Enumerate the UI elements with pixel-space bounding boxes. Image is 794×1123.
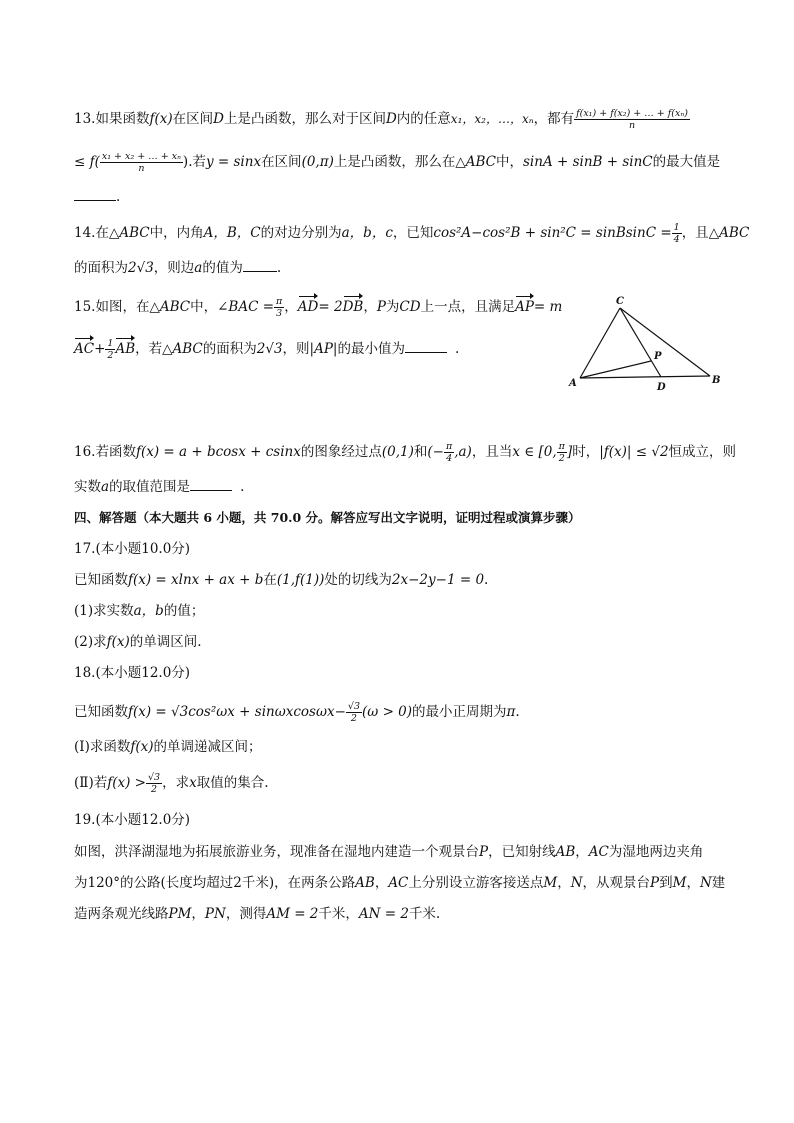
math: 2√3 xyxy=(128,260,154,276)
text: 造两条观光线路 xyxy=(74,906,169,922)
fraction xyxy=(346,701,362,724)
fraction xyxy=(105,338,115,361)
text: ， xyxy=(686,875,700,891)
text: ).若 xyxy=(182,154,206,170)
frac-num: 1 xyxy=(673,222,680,233)
q18-part-2 xyxy=(74,772,724,795)
math: AC xyxy=(388,875,409,891)
q18-part-1 xyxy=(74,738,724,756)
math: 2√3 xyxy=(256,341,283,357)
math: (ω > 0) xyxy=(362,704,413,720)
text: 上是凸函数，那么在 xyxy=(333,154,456,170)
answer-blank xyxy=(190,478,232,491)
q14-line-2 xyxy=(74,259,724,277)
text: 中， xyxy=(190,299,218,315)
text: 14.在 xyxy=(74,225,109,241)
math: |AP| xyxy=(309,341,338,357)
math: x xyxy=(189,775,197,791)
text: 16.若函数 xyxy=(74,444,136,460)
math: △ABC xyxy=(708,225,750,241)
math: M xyxy=(543,875,558,891)
text: 上一点，且满足 xyxy=(420,299,516,315)
label-a: A xyxy=(569,378,577,389)
q19-header: 19.(本小题12.0分) xyxy=(74,812,191,828)
frac-num: √3 xyxy=(147,772,161,783)
math: △ABC xyxy=(162,341,203,357)
answer-blank xyxy=(243,259,277,272)
math: (0,π) xyxy=(301,154,334,170)
text: 在区间 xyxy=(172,111,214,127)
text: (2)求 xyxy=(74,634,107,650)
frac-den: 2 xyxy=(558,453,565,464)
text: 的最小正周期为 xyxy=(412,704,507,720)
frac-den: 4 xyxy=(673,234,680,245)
section-heading: 四、解答题（本大题共 6 小题，共 70.0 分。解答应写出文字说明，证明过程或演算步骤） xyxy=(74,510,581,525)
frac-num: f(x₁) + f(x₂) + … + f(xₙ) xyxy=(576,108,688,119)
frac-den: 4 xyxy=(446,453,453,464)
text: ，则 xyxy=(282,341,310,357)
math: (0,1) xyxy=(381,444,414,460)
fraction xyxy=(146,772,162,795)
vector-ac: AC xyxy=(74,341,95,357)
q13-line-3 xyxy=(74,188,724,206)
frac-num: π xyxy=(445,441,453,452)
label-d: D xyxy=(657,382,666,392)
q16-line-1 xyxy=(74,441,737,464)
text: 和 xyxy=(413,444,428,460)
text: ，已知射线 xyxy=(488,844,556,860)
math: AB xyxy=(555,844,576,860)
vector-ab: AB xyxy=(115,341,136,357)
text: 建 xyxy=(711,875,726,891)
text: 的单调区间. xyxy=(129,634,202,650)
math: △ABC xyxy=(455,154,496,170)
q15-line-2 xyxy=(74,338,554,361)
frac-den: n xyxy=(138,163,145,174)
math: + xyxy=(94,341,106,357)
math: AC xyxy=(588,844,609,860)
math-D2: D xyxy=(385,111,397,127)
fraction xyxy=(274,296,284,319)
q18-line-1 xyxy=(74,701,724,724)
text: . xyxy=(276,260,282,276)
frac-num: √3 xyxy=(347,701,360,712)
text: 在 xyxy=(263,572,277,588)
frac-num: π xyxy=(558,441,565,452)
math-D: D xyxy=(213,111,224,127)
math: AN = 2 xyxy=(358,906,409,922)
text: 的面积为 xyxy=(74,260,128,276)
edge-ab xyxy=(580,376,710,378)
frac-num: π xyxy=(276,296,283,307)
math: = m xyxy=(533,299,563,315)
math-vars: x₁，x₂，…，xₙ xyxy=(450,112,534,126)
frac-den: 2 xyxy=(350,713,357,724)
math: x ∈ [0, xyxy=(512,444,557,460)
fraction xyxy=(444,441,454,464)
math-fx: f(x) xyxy=(149,111,173,127)
math: f(x) xyxy=(130,739,154,755)
math: ] xyxy=(566,444,573,460)
text: . xyxy=(454,341,460,357)
math: f(x) xyxy=(106,634,130,650)
text: 的对边分别为 xyxy=(260,225,342,241)
math: ≤ f( xyxy=(74,154,100,170)
math: f(x) > xyxy=(107,775,146,791)
text: 15.如图，在 xyxy=(74,299,150,315)
math: ∠BAC = xyxy=(217,299,275,315)
text: ，求 xyxy=(162,775,190,791)
text: ，且 xyxy=(681,225,709,241)
math: △ABC xyxy=(108,225,150,241)
text: 取值的集合. xyxy=(196,775,269,791)
text: . xyxy=(116,189,121,205)
text: . xyxy=(484,572,489,588)
text: 到 xyxy=(659,875,673,891)
fraction xyxy=(100,151,183,174)
math: y = sinx xyxy=(205,154,262,170)
text: ，则边 xyxy=(153,260,195,276)
text: 中，内角 xyxy=(149,225,204,241)
math: f(x) = xlnx + ax + b xyxy=(128,572,264,588)
segment-ap xyxy=(580,361,651,378)
math: M xyxy=(672,875,687,891)
frac-den: 2 xyxy=(151,784,158,795)
text: 在区间 xyxy=(261,154,302,170)
text: 的最大值是 xyxy=(652,154,721,170)
text: . xyxy=(515,704,520,720)
text: ，已知 xyxy=(392,225,434,241)
text: 上是凸函数，那么对于区间 xyxy=(223,111,386,127)
math: N xyxy=(570,875,583,891)
triangle-figure xyxy=(560,292,730,392)
frac-den: n xyxy=(628,120,636,131)
label-p: P xyxy=(654,351,662,362)
text: 已知函数 xyxy=(74,704,128,720)
math: a，b，c xyxy=(341,225,393,241)
frac-den: 2 xyxy=(107,350,114,361)
label-c: C xyxy=(616,296,624,307)
text: 的值； xyxy=(163,603,205,619)
math: AB xyxy=(355,875,375,891)
text: 为湿地两边夹角 xyxy=(608,844,704,860)
q19-line-3 xyxy=(74,905,724,923)
text: 的单调递减区间； xyxy=(153,739,262,755)
math: P xyxy=(376,299,386,315)
math: (− xyxy=(427,444,444,460)
text: ， xyxy=(363,299,377,315)
text: ， xyxy=(575,844,589,860)
text: 上分别设立游客接送点 xyxy=(408,875,544,891)
text: 处的切线为 xyxy=(324,572,392,588)
text: (Ⅰ)求函数 xyxy=(74,739,131,755)
math: π xyxy=(506,704,516,720)
math: CD xyxy=(399,299,421,315)
q17-part-2 xyxy=(74,633,724,651)
text: ，都有 xyxy=(533,111,575,127)
text: 为120°的公路(长度均超过2千米)，在两条公路 xyxy=(74,875,356,891)
text: 的面积为 xyxy=(202,341,257,357)
math: PM xyxy=(168,906,192,922)
math: A，B，C xyxy=(203,225,261,241)
text: 内的任意 xyxy=(396,111,451,127)
fraction xyxy=(574,108,690,131)
text: . xyxy=(240,479,245,495)
answer-blank xyxy=(405,340,447,353)
vector-db: DB xyxy=(342,299,364,315)
text: 千米. xyxy=(408,906,441,922)
q13-line-2 xyxy=(74,151,724,174)
text: 千米， xyxy=(318,906,359,922)
q17-line-1 xyxy=(74,571,724,589)
edge-ac xyxy=(580,308,620,378)
text: 为 xyxy=(385,299,400,315)
text: ， xyxy=(374,875,389,891)
frac-den: 3 xyxy=(276,308,283,319)
text: 13.如果函数 xyxy=(74,111,150,127)
text: 的取值范围是 xyxy=(109,479,191,495)
math: sinA + sinB + sinC xyxy=(523,154,653,170)
text: (1)求实数 xyxy=(74,603,134,619)
q19-line-2 xyxy=(74,874,724,892)
text: ， xyxy=(191,906,205,922)
q14-line-1 xyxy=(74,222,750,245)
text: 的图象经过点 xyxy=(300,444,382,460)
math: a，b xyxy=(133,603,164,619)
fraction xyxy=(672,222,682,245)
text: 恒成立，则 xyxy=(668,444,737,460)
math: (1,f(1)) xyxy=(276,572,325,588)
math: △ABC xyxy=(149,299,191,315)
text: 实数 xyxy=(74,479,101,495)
text: ，测得 xyxy=(225,906,267,922)
q13-line-1 xyxy=(74,108,724,131)
math: P xyxy=(650,875,660,891)
frac-num: 1 xyxy=(107,338,114,349)
text: ，从观景台 xyxy=(582,875,651,891)
math: PN xyxy=(204,906,226,922)
answer-blank xyxy=(74,188,116,201)
q15-line-1: 15.如图，在△ABC中，∠BAC = $\frac{\pi}{3}$ ，AD= 2DB，P为CD上一点，且满足AP= m xyxy=(74,296,563,319)
math: P xyxy=(479,844,489,860)
vector-ad: AD xyxy=(297,299,319,315)
math: ,a) xyxy=(454,444,472,460)
math: a xyxy=(101,479,110,495)
text: 如图，洪泽湖湿地为拓展旅游业务，现准备在湿地内建造一个观景台 xyxy=(74,844,479,860)
q19-line-1 xyxy=(74,843,724,861)
text: ，且当 xyxy=(471,444,513,460)
math: N xyxy=(699,875,712,891)
frac-num: x₁ + x₂ + … + xₙ xyxy=(101,151,181,162)
q17-part-1 xyxy=(74,602,724,620)
q17-header: 17.(本小题10.0分) xyxy=(74,541,191,557)
q16-line-2 xyxy=(74,478,724,496)
math: = 2 xyxy=(318,299,343,315)
text: 的最小值为 xyxy=(337,341,405,357)
math: f(x) = √3cos²ωx + sinωxcosωx− xyxy=(128,704,346,720)
text: 的值为 xyxy=(202,260,243,276)
label-b: B xyxy=(712,375,721,386)
vector-ap: AP xyxy=(515,299,534,315)
text: ，若 xyxy=(135,341,163,357)
fraction xyxy=(557,441,567,464)
math: |f(x)| ≤ √2 xyxy=(599,444,669,460)
text: ， xyxy=(557,875,571,891)
text: 已知函数 xyxy=(74,572,128,588)
math: a xyxy=(194,260,203,276)
triangle-lines xyxy=(580,308,710,378)
text: 时， xyxy=(572,444,600,460)
math: 2x−2y−1 = 0 xyxy=(391,572,485,588)
q18-header: 18.(本小题12.0分) xyxy=(74,665,191,681)
math: cos²A−cos²B + sin²C = sinBsinC = xyxy=(433,225,672,241)
text: 中， xyxy=(496,154,523,170)
math: AM = 2 xyxy=(266,906,319,922)
math: f(x) = a + bcosx + csinx xyxy=(135,444,301,460)
text: (Ⅱ)若 xyxy=(74,775,108,791)
